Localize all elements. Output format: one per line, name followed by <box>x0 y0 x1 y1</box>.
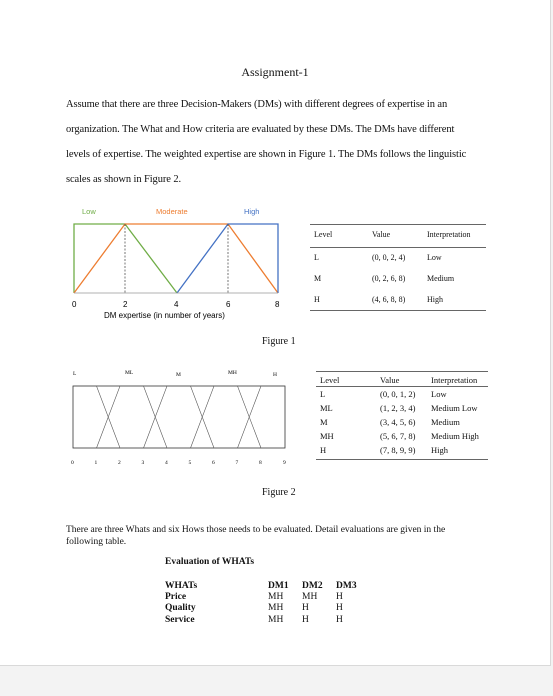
evaluation-row-name: Quality <box>165 603 196 613</box>
whats-intro-line-2: following table. <box>66 537 127 547</box>
figure1-header-interpretation: Interpretation <box>427 230 471 239</box>
figure2-cell: L <box>320 389 326 399</box>
figure2-cell: (3, 4, 5, 6) <box>380 417 416 427</box>
figure1-xlabel: DM expertise (in number of years) <box>104 311 225 320</box>
figure1-cell: L <box>314 253 319 262</box>
intro-line-3: levels of expertise. The weighted expertise are shown in Figure 1. The DMs follows the linguistic <box>66 149 467 160</box>
figure2-tick: 2 <box>118 460 121 466</box>
figure1-moderate-curve <box>74 224 278 293</box>
figure2-cell: Medium High <box>431 431 479 441</box>
evaluation-cell: MH <box>268 592 284 602</box>
evaluation-cell: H <box>336 615 343 625</box>
figure2-tick: 8 <box>259 460 262 466</box>
evaluation-cell: MH <box>268 615 284 625</box>
figure2-top-label: M <box>176 372 181 378</box>
evaluation-col-header: WHATs <box>165 581 198 591</box>
figure1-tick: 2 <box>123 300 128 309</box>
figure1-chart <box>60 203 290 328</box>
figure2-tick: 4 <box>165 460 168 466</box>
figure1-table-header-rule <box>310 247 486 248</box>
figure2-tick: 9 <box>283 460 286 466</box>
figure2-cell: Medium <box>431 417 460 427</box>
figure1-tick: 6 <box>226 300 231 309</box>
figure2-tick: 0 <box>71 460 74 466</box>
whats-intro-line-1: There are three Whats and six Hows those needs to be evaluated. Detail evaluations are given in the <box>66 525 446 535</box>
figure2-top-label: L <box>73 371 77 377</box>
evaluation-cell: MH <box>268 603 284 613</box>
evaluation-cell: H <box>302 603 309 613</box>
intro-line-1: Assume that there are three Decision-Makers (DMs) with different degrees of expertise in an <box>66 99 448 110</box>
figure2-table-bottom-rule <box>316 459 488 460</box>
evaluation-cell: H <box>336 603 343 613</box>
figure1-cell: H <box>314 295 320 304</box>
figure2-tick: 5 <box>188 460 192 466</box>
figure2-cell: (1, 2, 3, 4) <box>380 403 416 413</box>
figure2-cell: Medium Low <box>431 403 478 413</box>
figure1-label-moderate: Moderate <box>156 207 188 216</box>
figure2-tick: 6 <box>212 460 215 466</box>
figure2-h-curve <box>238 386 286 448</box>
figure1-high-curve <box>177 224 278 293</box>
figure1-header-value: Value <box>372 230 391 239</box>
figure1-low-curve <box>74 224 177 293</box>
figure1-label-low: Low <box>82 207 96 216</box>
evaluation-row-name: Service <box>165 615 195 625</box>
evaluation-dm3-header: DM3 <box>336 581 357 591</box>
figure1-tick: 4 <box>174 300 179 309</box>
figure1-cell: M <box>314 274 322 283</box>
figure2-cell: MH <box>320 431 334 441</box>
figure2-cell: (0, 0, 1, 2) <box>380 389 416 399</box>
figure2-frame <box>73 386 285 448</box>
figure2-m-curve <box>144 386 215 448</box>
figure2-mh-curve <box>191 386 262 448</box>
figure2-cell: (7, 8, 9, 9) <box>380 445 416 455</box>
figure2-cell: High <box>431 445 448 455</box>
figure2-tick: 1 <box>94 460 98 466</box>
figure2-table-top-rule <box>316 371 488 372</box>
figure2-cell: M <box>320 417 328 427</box>
intro-line-4: scales as shown in Figure 2. <box>66 174 182 185</box>
figure1-cell: (0, 2, 6, 8) <box>372 274 406 283</box>
figure2-tick: 3 <box>141 460 145 466</box>
figure2-header-level: Level <box>320 375 340 385</box>
evaluation-dm1-header: DM1 <box>268 581 289 591</box>
evaluation-heading: Evaluation of WHATs <box>165 557 255 567</box>
figure2-header-value: Value <box>380 375 400 385</box>
evaluation-dm2-header: DM2 <box>302 581 323 591</box>
figure1-cell: Low <box>427 253 442 262</box>
figure2-low-curve <box>73 386 120 448</box>
figure2-top-label: ML <box>125 370 134 376</box>
figure1-cell: (4, 6, 8, 8) <box>372 295 406 304</box>
figure1-cell: Medium <box>427 274 455 283</box>
evaluation-cell: H <box>336 592 343 602</box>
figure2-cell: ML <box>320 403 333 413</box>
figure2-cell: Low <box>431 389 447 399</box>
figure1-table-top-rule <box>310 224 486 225</box>
figure1-cell: High <box>427 295 443 304</box>
figure1-cell: (0, 0, 2, 4) <box>372 253 406 262</box>
evaluation-cell: MH <box>302 592 318 602</box>
figure1-caption: Figure 1 <box>262 336 296 347</box>
figure2-top-label: MH <box>228 370 237 376</box>
figure2-chart <box>68 366 298 470</box>
figure1-tick: 0 <box>72 300 77 309</box>
figure2-ml-curve <box>97 386 168 448</box>
figure1-table-bottom-rule <box>310 310 486 311</box>
figure2-table-header-rule <box>316 386 488 387</box>
figure2-cell: H <box>320 445 327 455</box>
figure2-top-label: H <box>273 372 277 378</box>
figure1-tick: 8 <box>275 300 280 309</box>
evaluation-row-name: Price <box>165 592 187 602</box>
intro-line-2: organization. The What and How criteria are evaluated by these DMs. The DMs have different <box>66 124 455 135</box>
figure2-tick: 7 <box>235 460 239 466</box>
figure2-caption: Figure 2 <box>262 487 296 498</box>
figure1-header-level: Level <box>314 230 333 239</box>
evaluation-cell: H <box>302 615 309 625</box>
figure2-cell: (5, 6, 7, 8) <box>380 431 416 441</box>
document-title: Assignment-1 <box>241 65 309 79</box>
figure2-header-interpretation: Interpretation <box>431 375 478 385</box>
figure1-label-high: High <box>244 207 260 216</box>
